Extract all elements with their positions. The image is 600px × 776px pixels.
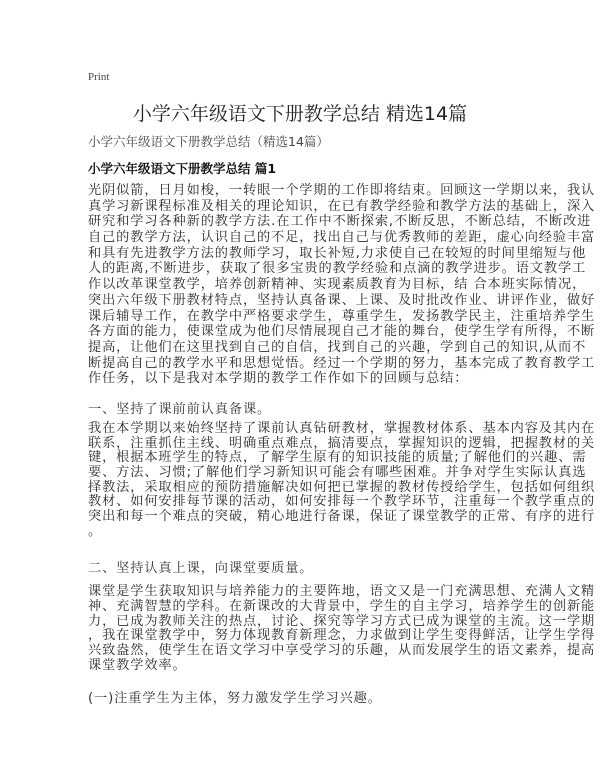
text-line: 要、方法、习惯;了解他们学习新知识可能会有哪些困难。并争对学生实际认真选 [88,465,587,481]
text-line: 光阴似箭，日月如梭，一转眼一个学期的工作即将结束。回顾这一学期以来，我认 [88,183,596,198]
text-line: 择教法，采取相应的预防措施解决如何把已掌握的教材传授给学生，包括如何组织 [88,479,596,495]
document-title: 小学六年级语文下册教学总结 精选14篇 [132,103,468,125]
text-line: 作任务，以下是我对本学期的教学工作作如下的回顾与总结： [88,371,469,387]
text-line: 真学习新课程标准及相关的理论知识，在已有教学经验和教学方法的基础上，深入 [88,198,596,214]
text-line: 提高，让他们在这里找到自己的自信，找到自己的兴趣，学到自己的知识,从而不 [88,339,587,355]
print-label: Print [88,71,110,83]
text-line: 课堂是学生获取知识与培养能力的主要阵地，语文又是一门充满思想、充满人文精 [88,584,596,599]
text-line: 自己的教学方法，认识自己的不足，找出自己与优秀教师的差距，虚心向经验丰富 [88,230,596,246]
text-line: 作以改革课堂教学，培养创新精神、实现素质教育为目标，结 合本班实际情况， [88,277,587,293]
text-line: 键，根据本班学生的特点，了解学生原有的知识技能的质量;了解他们的兴趣、需 [88,450,587,466]
text-line: 我在本学期以来始终坚持了课前认真钻研教材，掌握教材体系、基本内容及其内在 [88,421,596,436]
document-subtitle: 小学六年级语文下册教学总结（精选14篇） [88,134,329,149]
text-line: 各方面的能力，使课堂成为他们尽情展现自己才能的舞台，使学生学有所得，不断 [88,324,596,340]
text-line: 课后辅导工作，在教学中严格要求学生，尊重学生，发扬教学民主，注重培养学生 [88,308,596,324]
section-heading-2: 二、坚持认真上课，向课堂要质量。 [88,561,314,576]
article-heading: 小学六年级语文下册教学总结 篇1 [88,161,277,176]
text-line: 断提高自己的教学水平和思想觉悟。经过一个学期的努力，基本完成了教育教学工 [88,355,596,371]
paragraph-classroom [88,585,595,674]
text-line: 力，已成为教师关注的热点，讨论、探究等学习方式已成为课堂的主流。这一学期 [88,613,596,629]
text-line: 突出六年级下册教材特点，坚持认真备课、上课、及时批改作业、讲评作业，做好 [88,292,596,308]
section-heading-1: 一、坚持了课前前认真备课。 [88,402,272,417]
text-line: ，我在课堂教学中，努力体现教育新理念，力求做到让学生变得鲜活，让学生学得 [88,628,596,644]
paragraph-lesson-prep [88,422,595,540]
text-line: 研究和学习各种新的教学方法.在工作中不断探索,不断反思，不断总结，不断改进 [88,214,592,230]
text-line: 兴致盎然，使学生在语文学习中享受学习的乐趣，从而发展学生的语文素养，提高 [88,643,596,659]
text-line: 突出和每一个难点的突破，精心地进行备课，保证了课堂教学的正常、有序的进行 [88,509,596,525]
text-line: 人的距离,不断进步，获取了很多宝贵的教学经验和点滴的教学进步。语文教学工 [88,261,587,277]
text-line: 联系，注重抓住主线、明确重点难点，搞清要点，掌握知识的逻辑，把握教材的关 [88,435,596,451]
text-line: 教材、如何安排每节课的活动，如何安排每一个教学环节，注重每一个教学重点的 [88,494,596,510]
paragraph-intro [88,183,595,387]
text-line: 和具有先进教学方法的教师学习，取长补短,力求使自己在较短的时间里缩短与他 [88,245,587,261]
subsection-heading-1: (一)注重学生为主体，努力激发学生学习兴趣。 [88,691,382,706]
text-line: 课堂教学效率。 [88,657,187,673]
text-line: 神、充满智慧的学科。在新课改的大背景中，学生的自主学习，培养学生的创新能 [88,598,596,614]
text-line: 。 [88,523,103,539]
